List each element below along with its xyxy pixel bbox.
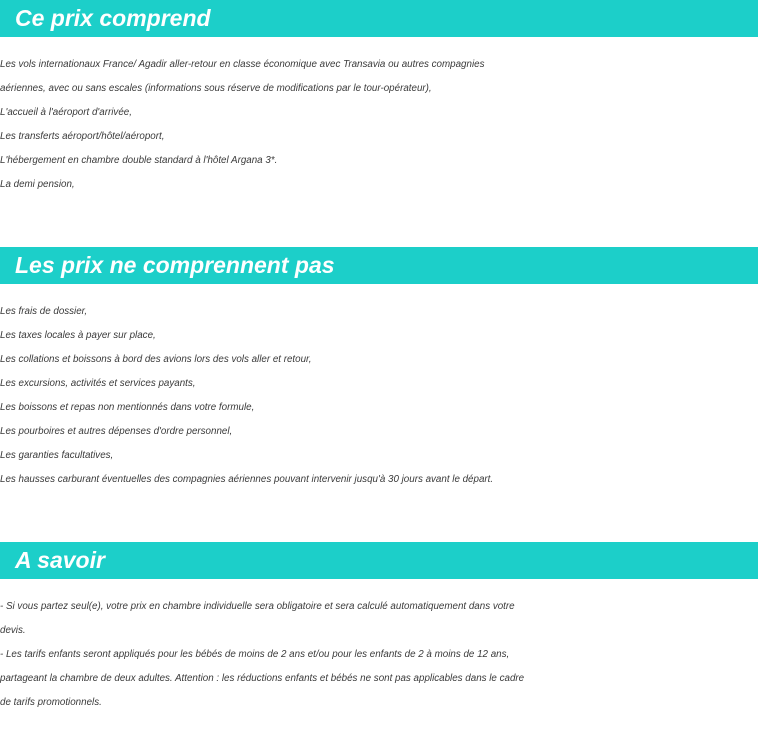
included-line: La demi pension,	[0, 179, 75, 190]
section-body-included	[0, 37, 758, 197]
excluded-line: Les collations et boissons à bord des avions lors des vols aller et retour,	[0, 354, 312, 365]
know-line: - Si vous partez seul(e), votre prix en chambre individuelle sera obligatoire et sera calculé automatiquement dans votre	[0, 601, 515, 612]
included-line: L'accueil à l'aéroport d'arrivée,	[0, 107, 132, 118]
excluded-line: Les boissons et repas non mentionnés dans votre formule,	[0, 402, 255, 413]
section-body-know	[0, 579, 758, 715]
included-line: Les transferts aéroport/hôtel/aéroport,	[0, 131, 165, 142]
excluded-line: Les hausses carburant éventuelles des compagnies aériennes pouvant intervenir jusqu'à 30 jours avant le départ.	[0, 474, 494, 485]
section-title-excluded: Les prix ne comprennent pas	[0, 247, 758, 284]
excluded-line: Les frais de dossier,	[0, 306, 88, 317]
included-line: L'hébergement en chambre double standard à l'hôtel Argana 3*.	[0, 155, 278, 166]
excluded-line: Les excursions, activités et services payants,	[0, 378, 196, 389]
know-line: devis.	[0, 625, 26, 636]
section-included	[0, 0, 758, 197]
section-body-excluded	[0, 284, 758, 492]
section-title-know: A savoir	[0, 542, 758, 579]
included-line: aériennes, avec ou sans escales (informations sous réserve de modifications par le tour-opérateur),	[0, 83, 432, 94]
know-line: partageant la chambre de deux adultes. Attention : les réductions enfants et bébés ne sont pas applicables dans le cadre	[0, 673, 525, 684]
know-line: - Les tarifs enfants seront appliqués pour les bébés de moins de 2 ans et/ou pour les enfants de 2 à moins de 12 ans,	[0, 649, 510, 660]
know-line: de tarifs promotionnels.	[0, 697, 102, 708]
excluded-line: Les taxes locales à payer sur place,	[0, 330, 156, 341]
section-excluded	[0, 247, 758, 492]
section-title-included: Ce prix comprend	[0, 0, 758, 37]
included-line: Les vols internationaux France/ Agadir aller-retour en classe économique avec Transavia ou autres compagnies	[0, 59, 485, 70]
section-know	[0, 542, 758, 715]
excluded-line: Les garanties facultatives,	[0, 450, 114, 461]
excluded-line: Les pourboires et autres dépenses d'ordre personnel,	[0, 426, 233, 437]
